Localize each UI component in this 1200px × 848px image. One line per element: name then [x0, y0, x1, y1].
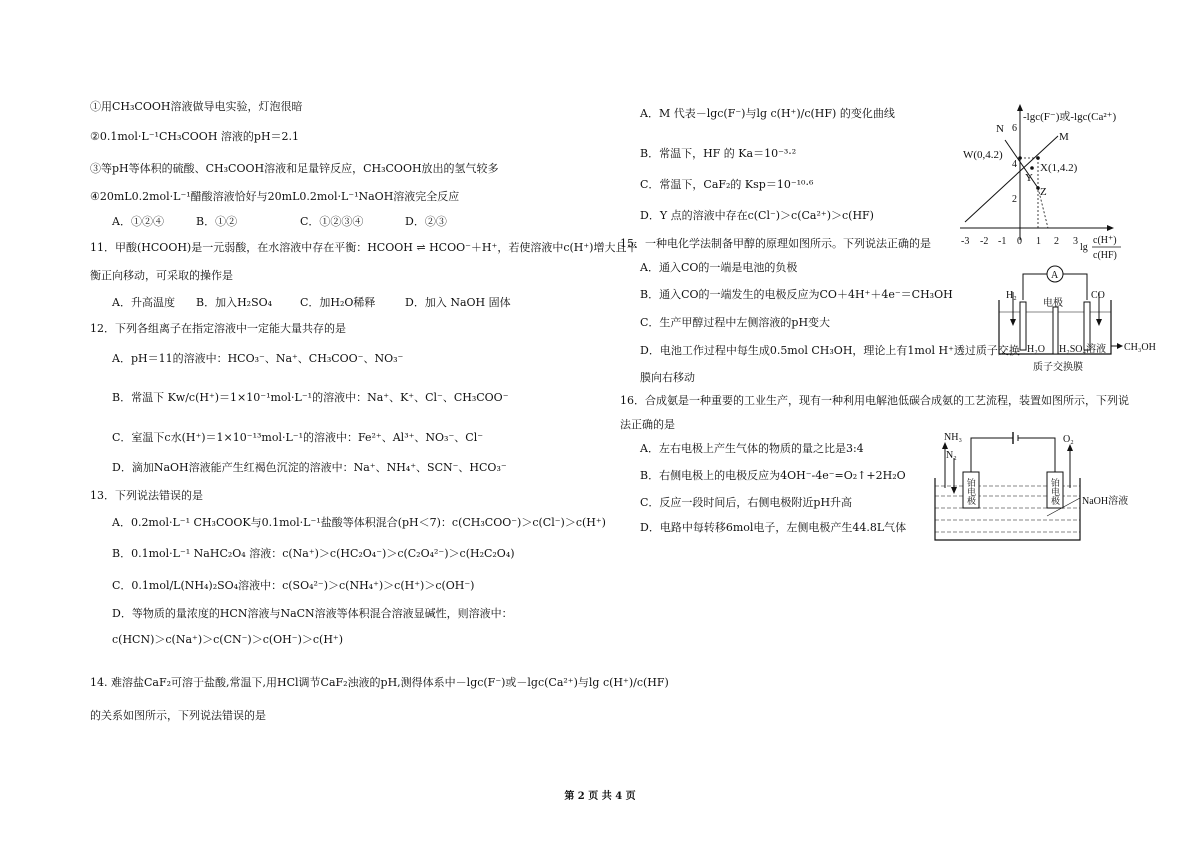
q12-option-b: B．常温下 Kw/c(H⁺)＝1×10⁻¹mol·L⁻¹的溶液中：Na⁺、K⁺、Cl⁻、CH₃COO⁻ [112, 391, 509, 404]
x-axis-label-num: c(H⁺) [1093, 235, 1117, 246]
x-tick-label: -2 [980, 236, 989, 247]
q16-stem-cont: 法正确的是 [620, 418, 675, 431]
q13-option-d: D．等物质的量浓度的HCN溶液与NaCN溶液等体积混合溶液显碱性，则溶液中： [112, 607, 513, 620]
q10-option-d: D．②③ [405, 215, 447, 228]
q13-option-a: A．0.2mol·L⁻¹ CH₃COOK与0.1mol·L⁻¹盐酸等体积混合(pH＜7)：c(CH₃COO⁻)＞c(Cl⁻)＞c(H⁺) [112, 516, 606, 529]
label-n: N [996, 123, 1004, 135]
x-tick-label: 1 [1036, 236, 1041, 247]
n2-label: N₂ [946, 450, 957, 461]
q10-item-1: ①用CH₃COOH溶液做导电实验，灯泡很暗 [90, 100, 303, 113]
q14-stem: 14. 难溶盐CaF₂可溶于盐酸,常温下,用HCl调节CaF₂浊液的pH,测得体系中－lgc(F⁻)或－lgc(Ca²⁺)与lg c(H⁺)/c(HF) [90, 676, 669, 689]
solution-label: NaOH溶液 [1082, 496, 1129, 507]
fuel-cell-diagram [995, 262, 1165, 374]
x-tick-label: -3 [961, 236, 970, 247]
q13-stem: 13．下列说法错误的是 [90, 489, 203, 502]
label-w: W(0,4.2) [963, 149, 1003, 161]
o2-label: O₂ [1063, 434, 1074, 445]
q14-option-a: A．M 代表－lgc(F⁻)与lg c(H⁺)/c(HF) 的变化曲线 [640, 107, 895, 120]
right-electrode-label: 铂电极 [1050, 478, 1060, 505]
point-x [1036, 156, 1040, 160]
proton-membrane [1053, 307, 1058, 354]
electrode-label: 电极 [1043, 298, 1063, 309]
q13-option-b: B．0.1mol·L⁻¹ NaHC₂O₄ 溶液：c(Na⁺)＞c(HC₂O₄⁻)＞c(C₂O₄²⁻)＞c(H₂C₂O₄) [112, 547, 515, 560]
q11-option-b: B．加入H₂SO₄ [196, 296, 273, 309]
q10-option-a: A．①②④ [112, 215, 164, 228]
q15-option-a: A．通入CO的一端是电池的负极 [640, 261, 798, 274]
q16-option-d: D．电路中每转移6mol电子，左侧电极产生44.8L气体 [640, 521, 907, 534]
q16-option-b: B．右侧电极上的电极反应为4OH⁻-4e⁻=O₂↑+2H₂O [640, 469, 906, 482]
electrolysis-diagram [930, 428, 1130, 553]
h2so4-label: H₂SO₄溶液 [1059, 344, 1106, 355]
x-tick-label: 2 [1054, 236, 1059, 247]
y-tick-label: 2 [1012, 194, 1017, 205]
right-electrode [1084, 302, 1090, 350]
co-label: CO [1091, 290, 1105, 301]
q13-option-d-cont: c(HCN)＞c(Na⁺)＞c(CN⁻)＞c(OH⁻)＞c(H⁺) [112, 633, 344, 646]
q15-stem: 15．一种电化学法制备甲醇的原理如图所示。下列说法正确的是 [620, 237, 931, 250]
left-electrode [1020, 302, 1026, 350]
x-axis-label-prefix: lg [1080, 242, 1088, 253]
x-tick-label: 0 [1017, 236, 1022, 247]
q11-stem-cont: 衡正向移动，可采取的操作是 [90, 269, 233, 282]
ch3oh-label: CH₃OH [1124, 342, 1156, 353]
q16-option-a: A．左右电极上产生气体的物质的量之比是3:4 [640, 442, 864, 455]
q10-option-b: B．①② [196, 215, 238, 228]
q13-option-c: C．0.1mol/L(NH₄)₂SO₄溶液中：c(SO₄²⁻)＞c(NH₄⁺)＞c(H⁺)＞c(OH⁻) [112, 579, 475, 592]
label-x: X(1,4.2) [1040, 162, 1078, 174]
q10-item-4: ④20mL0.2mol·L⁻¹醋酸溶液恰好与20mL0.2mol·L⁻¹NaOH溶液完全反应 [90, 190, 460, 203]
h2-label: H₂ [1006, 290, 1017, 301]
q14-stem-cont: 的关系如图所示，下列说法错误的是 [90, 709, 266, 722]
label-z: Z [1040, 186, 1047, 198]
y-tick-label: 4 [1012, 159, 1017, 170]
left-electrode-label: 铂电极 [966, 478, 976, 505]
q15-option-d: D．电池工作过程中每生成0.5mol CH₃OH，理论上有1mol H⁺透过质子交换 [640, 344, 1020, 357]
membrane-label: 质子交换膜 [1033, 362, 1083, 373]
q16-stem: 16．合成氨是一种重要的工业生产，现有一种利用电解池低碳合成氨的工艺流程，装置如图所示，下列说 [620, 394, 1129, 407]
y-axis-label: -lgc(F⁻)或-lgc(Ca²⁺) [1023, 111, 1117, 123]
q10-item-3: ③等pH等体积的硫酸、CH₃COOH溶液和足量锌反应，CH₃COOH放出的氢气较多 [90, 162, 499, 175]
q14-graph [955, 100, 1130, 265]
x-axis-label-den: c(HF) [1093, 250, 1117, 261]
ammeter-label: A [1051, 270, 1059, 281]
nh3-label: NH₃ [944, 432, 962, 443]
q10-item-2: ②0.1mol·L⁻¹CH₃COOH 溶液的pH＝2.1 [90, 130, 300, 143]
q11-option-a: A．升高温度 [112, 296, 175, 309]
q14-option-d: D．Y 点的溶液中存在c(Cl⁻)＞c(Ca²⁺)＞c(HF) [640, 209, 874, 222]
q15-option-d-cont: 膜向右移动 [640, 371, 695, 384]
q16-option-c: C．反应一段时间后，右侧电极附近pH升高 [640, 496, 853, 509]
q14-option-b: B．常温下，HF 的 Ka＝10⁻³·² [640, 147, 797, 160]
h2o-label: H₂O [1027, 344, 1045, 355]
q12-option-c: C．室温下c水(H⁺)＝1×10⁻¹³mol·L⁻¹的溶液中：Fe²⁺、Al³⁺、NO₃⁻、Cl⁻ [112, 431, 484, 444]
point-w [1018, 156, 1022, 160]
q15-option-b: B．通入CO的一端发生的电极反应为CO＋4H⁺＋4e⁻＝CH₃OH [640, 288, 953, 301]
page-number: 第 2 页 共 4 页 [564, 791, 636, 802]
label-m: M [1059, 131, 1069, 143]
label-y: Y [1025, 172, 1033, 184]
q15-option-c: C．生产甲醇过程中左侧溶液的pH变大 [640, 316, 831, 329]
q11-option-d: D．加入 NaOH 固体 [405, 296, 511, 309]
x-tick-label: -1 [998, 236, 1007, 247]
q12-option-d: D．滴加NaOH溶液能产生红褐色沉淀的溶液中：Na⁺、NH₄⁺、SCN⁻、HCO₃⁻ [112, 461, 507, 474]
q12-option-a: A．pH＝11的溶液中：HCO₃⁻、Na⁺、CH₃COO⁻、NO₃⁻ [112, 352, 404, 365]
q11-stem: 11．甲酸(HCOOH)是一元弱酸，在水溶液中存在平衡：HCOOH ⇌ HCOO⁻＋H⁺，若使溶液中c(H⁺)增大且平 [90, 241, 638, 254]
q12-stem: 12．下列各组离子在指定溶液中一定能大量共存的是 [90, 322, 346, 335]
point-y [1030, 166, 1034, 170]
q10-option-c: C．①②③④ [300, 215, 364, 228]
q14-option-c: C．常温下，CaF₂的 Ksp＝10⁻¹⁰·⁶ [640, 178, 814, 191]
y-tick-label: 6 [1012, 123, 1017, 134]
q11-option-c: C．加H₂O稀释 [300, 296, 376, 309]
x-tick-label: 3 [1073, 236, 1078, 247]
